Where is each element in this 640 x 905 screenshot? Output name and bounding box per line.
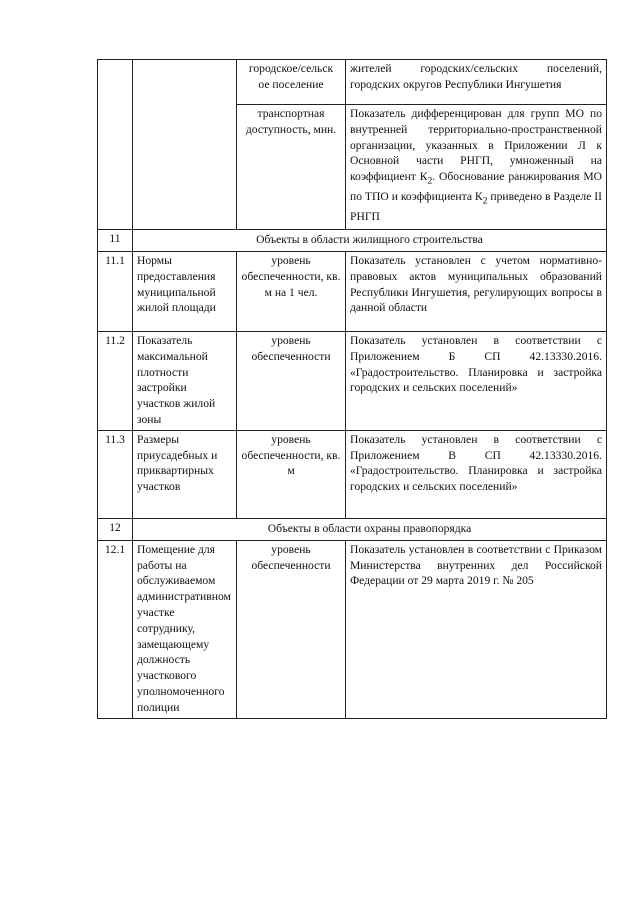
name-cell: Показатель максимальной плотности застройки участков жилой зоны bbox=[133, 332, 237, 431]
unit-cell: уровень обеспеченности bbox=[237, 540, 346, 718]
name-cell: Размеры приусадебных и приквартирных участков bbox=[133, 430, 237, 518]
subscript: 2 bbox=[427, 175, 433, 187]
name-cell: Помещение для работы на обслуживаемом административном участке сотруднику, замещающему должность участкового уполномоченного полиции bbox=[133, 540, 237, 718]
num-cell bbox=[98, 60, 133, 230]
desc-cell: Показатель установлен в соответствии с Приложением В СП 42.13330.2016. «Градостроительство. Планировка и застройка городских и сельских поселений» bbox=[346, 430, 607, 518]
section-row bbox=[98, 230, 607, 252]
row-number: 11.3 bbox=[98, 430, 133, 518]
subscript: 2 bbox=[482, 195, 488, 207]
table-row bbox=[98, 332, 607, 431]
section-number: 12 bbox=[98, 518, 133, 540]
desc-cell: Показатель установлен в соответствии с Приложением Б СП 42.13330.2016. «Градостроительство. Планировка и застройка городских и сельских поселений» bbox=[346, 332, 607, 431]
table-row bbox=[98, 252, 607, 332]
section-title: Объекты в области охраны правопорядка bbox=[133, 518, 607, 540]
unit-cell: уровень обеспеченности, кв. м bbox=[237, 430, 346, 518]
row-number: 11.2 bbox=[98, 332, 133, 431]
name-cell bbox=[133, 60, 237, 230]
unit-cell: городское/сельск ое поселение bbox=[237, 60, 346, 105]
row-number: 11.1 bbox=[98, 252, 133, 332]
table-row bbox=[98, 60, 607, 105]
table-row bbox=[98, 430, 607, 518]
desc-cell: Показатель установлен с учетом нормативно-правовых актов муниципальных образований Республики Ингушетия, регулирующих вопросы в данной области bbox=[346, 252, 607, 332]
desc-cell: жителей городских/сельских поселений, городских округов Республики Ингушетия bbox=[346, 60, 607, 105]
desc-cell bbox=[346, 105, 607, 230]
desc-text: . Обоснование ранжирования МО по ТПО и коэффициента К bbox=[350, 170, 602, 204]
norms-table bbox=[97, 59, 607, 719]
section-title: Объекты в области жилищного строительства bbox=[133, 230, 607, 252]
table-row bbox=[98, 540, 607, 718]
section-row bbox=[98, 518, 607, 540]
section-number: 11 bbox=[98, 230, 133, 252]
row-number: 12.1 bbox=[98, 540, 133, 718]
desc-text: приведено в Разделе II РНГП bbox=[350, 190, 602, 224]
unit-cell: уровень обеспеченности bbox=[237, 332, 346, 431]
name-cell: Нормы предоставления муниципальной жилой площади bbox=[133, 252, 237, 332]
unit-cell: транспортная доступность, мин. bbox=[237, 105, 346, 230]
desc-text: Показатель дифференцирован для групп МО по внутренней территориально-пространственной организации, указанных в Приложении Л к Основной части РНГП, умноженный на коэффициент К bbox=[350, 107, 602, 184]
unit-cell: уровень обеспеченности, кв. м на 1 чел. bbox=[237, 252, 346, 332]
desc-cell: Показатель установлен в соответствии с Приказом Министерства внутренних дел Российской Федерации от 29 марта 2019 г. № 205 bbox=[346, 540, 607, 718]
